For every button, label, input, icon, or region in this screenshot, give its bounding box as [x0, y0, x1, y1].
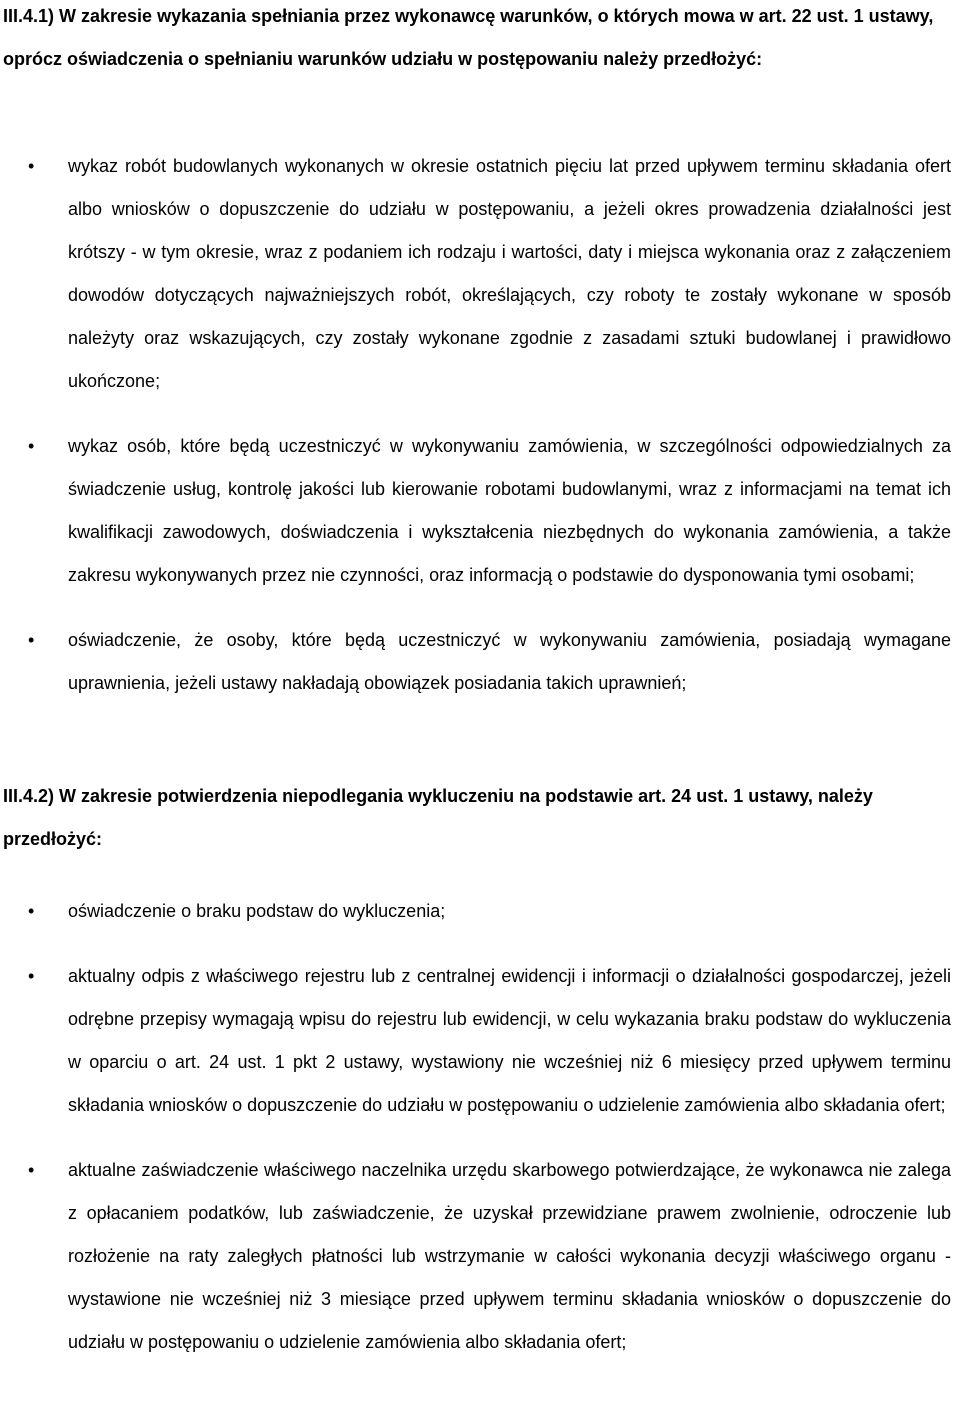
list-item-text: aktualne zaświadczenie właściwego naczelnika urzędu skarbowego potwierdzające, że wykonawca nie zalega z opłacaniem podatków, lub zaświadczenie, że uzyskał przewidziane prawem zwolnienie, odroczenie lub rozłożenie na raty zaległych płatności lub wstrzymanie w całości wykonania decyzji właściwego organu - wystawione nie wcześniej niż 3 miesiące przed upływem terminu składania wniosków o dopuszczenie do udziału w postępowaniu o udzielenie zamówienia albo składania ofert;	[68, 1160, 951, 1352]
bullet-icon: •	[28, 156, 35, 176]
list-item	[0, 425, 960, 597]
bullet-icon: •	[28, 966, 35, 986]
bullet-icon: •	[28, 901, 35, 921]
list-item	[0, 145, 960, 403]
bullet-icon: •	[28, 630, 35, 650]
list-item	[0, 890, 960, 933]
bullet-icon: •	[28, 1160, 35, 1180]
bullet-icon: •	[28, 436, 35, 456]
list-item-text: aktualny odpis z właściwego rejestru lub z centralnej ewidencji i informacji o działalności gospodarczej, jeżeli odrębne przepisy wymagają wpisu do rejestru lub ewidencji, w celu wykazania braku podstaw do wykluczenia w oparciu o art. 24 ust. 1 pkt 2 ustawy, wystawiony nie wcześniej niż 6 miesięcy przed upływem terminu składania wniosków o dopuszczenie do udziału w postępowaniu o udzielenie zamówienia albo składania ofert;	[68, 966, 951, 1115]
list-item-text: wykaz robót budowlanych wykonanych w okresie ostatnich pięciu lat przed upływem terminu składania ofert albo wniosków o dopuszczenie do udziału w postępowaniu, a jeżeli okres prowadzenia działalności jest krótszy - w tym okresie, wraz z podaniem ich rodzaju i wartości, daty i miejsca wykonania oraz z załączeniem dowodów dotyczących najważniejszych robót, określających, czy roboty te zostały wykonane w sposób należyty oraz wskazujących, czy zostały wykonane zgodnie z zasadami sztuki budowlanej i prawidłowo ukończone;	[68, 156, 951, 391]
section-heading-3-4-2: III.4.2) W zakresie potwierdzenia niepodlegania wykluczeniu na podstawie art. 24 ust. 1 ustawy, należy przedłożyć:	[3, 786, 873, 849]
list-item-text: oświadczenie, że osoby, które będą uczestniczyć w wykonywaniu zamówienia, posiadają wymagane uprawnienia, jeżeli ustawy nakładają obowiązek posiadania takich uprawnień;	[68, 630, 951, 693]
list-item	[0, 1149, 960, 1364]
list-item-text: oświadczenie o braku podstaw do wykluczenia;	[68, 901, 446, 921]
list-item	[0, 955, 960, 1127]
required-documents-list	[0, 145, 960, 727]
list-item-text: wykaz osób, które będą uczestniczyć w wykonywaniu zamówienia, w szczególności odpowiedzialnych za świadczenie usług, kontrolę jakości lub kierowanie robotami budowlanymi, wraz z informacjami na temat ich kwalifikacji zawodowych, doświadczenia i wykształcenia niezbędnych do wykonania zamówienia, a także zakresu wykonywanych przez nie czynności, oraz informacją o podstawie do dysponowania tymi osobami;	[68, 436, 951, 585]
section-heading-3-4-1: III.4.1) W zakresie wykazania spełniania przez wykonawcę warunków, o których mowa w art. 22 ust. 1 ustawy, oprócz oświadczenia o spełnianiu warunków udziału w postępowaniu należy przedłożyć:	[3, 6, 934, 69]
exclusion-documents-list	[0, 890, 960, 1386]
list-item	[0, 619, 960, 705]
